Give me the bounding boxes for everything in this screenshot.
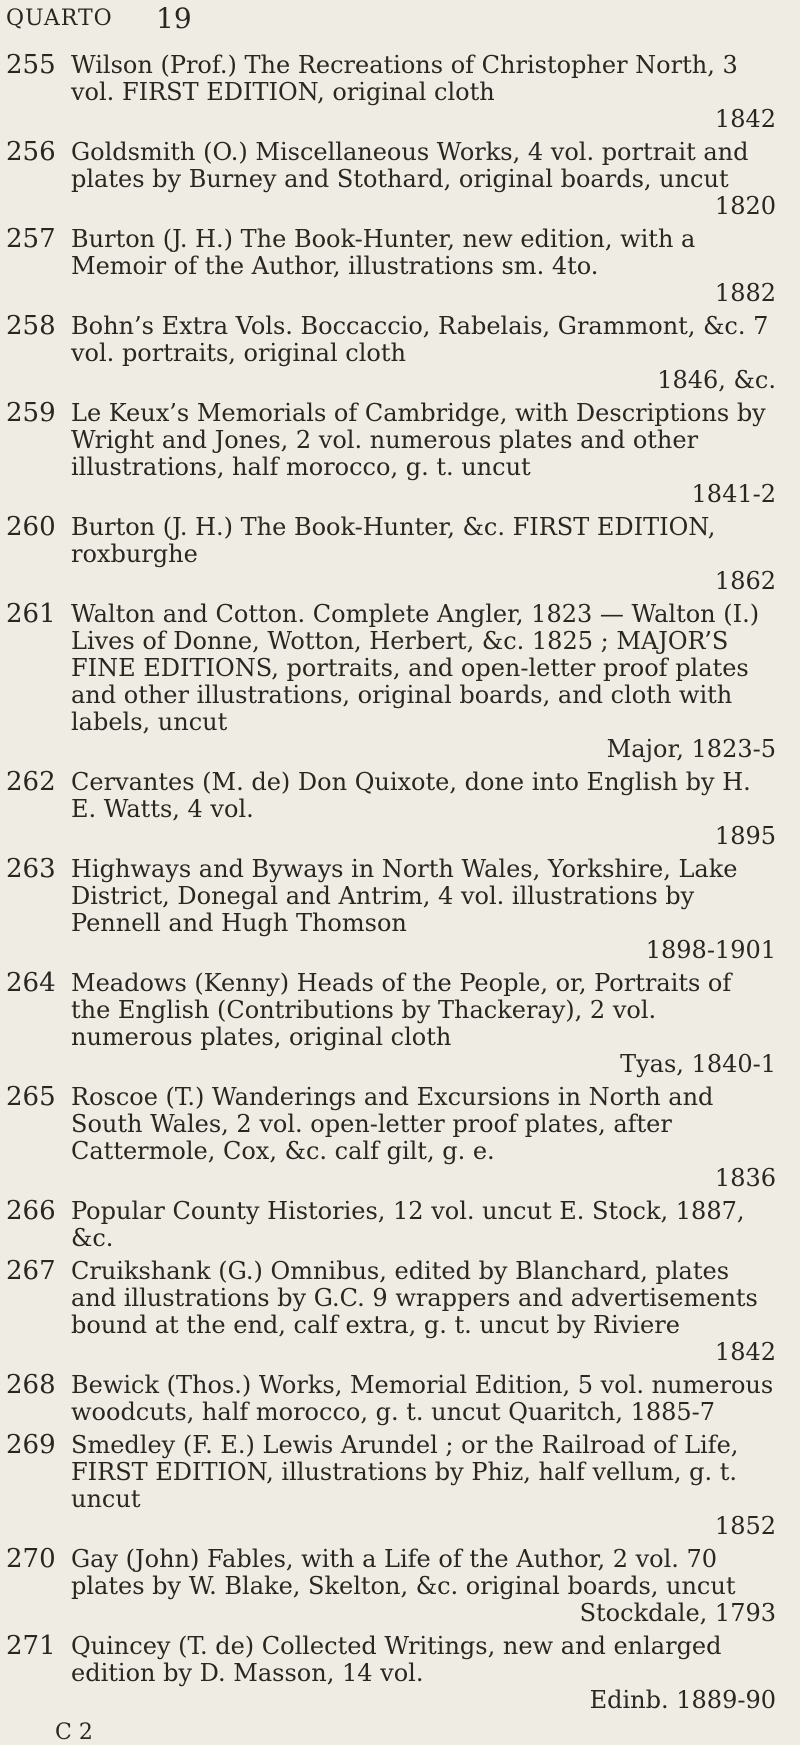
lot-description: [71, 1546, 800, 1627]
lot-number: 268: [6, 1370, 56, 1400]
lot-description: [71, 514, 800, 595]
lot-text: Walton and Cotton. Complete Angler, 1823 — Walton (I.) Lives of Donne, Wotton, Herbert, &c. 1825 ; MAJOR’S FINE EDITIONS, portraits, and open-letter proof plates and other illustrations, original boards, and cloth with labels, uncut: [71, 600, 760, 736]
lot-date: Tyas, 1840-1: [620, 1050, 776, 1078]
catalogue-entry: [0, 52, 800, 133]
lot-date: 1842: [714, 1338, 776, 1366]
lot-description: [71, 1258, 800, 1366]
lot-number: 257: [6, 224, 56, 254]
lot-number: 262: [6, 767, 56, 797]
lot-description: [71, 52, 800, 133]
lot-description: [71, 601, 800, 763]
catalogue-entry: [0, 226, 800, 307]
lot-date: 1882: [714, 279, 776, 307]
lot-text: Burton (J. H.) The Book-Hunter, &c. FIRST EDITION, roxburghe: [71, 513, 716, 568]
lot-number: 267: [6, 1256, 56, 1286]
lot-description: [71, 769, 800, 850]
lot-number: 264: [6, 968, 56, 998]
catalogue-entry: [0, 514, 800, 595]
page-header: [6, 2, 770, 46]
lot-number: 256: [6, 137, 56, 167]
lot-number: 255: [6, 50, 56, 80]
lot-description: [71, 1633, 800, 1714]
catalogue-entry: [0, 139, 800, 220]
page-number: 19: [156, 2, 192, 35]
lot-description: [71, 856, 800, 964]
lot-text: Meadows (Kenny) Heads of the People, or, Portraits of the English (Contributions by Thackeray), 2 vol. numerous plates, original cloth: [71, 969, 732, 1051]
catalogue-entry: [0, 856, 800, 964]
lot-text: Popular County Histories, 12 vol. uncut E. Stock, 1887, &c.: [71, 1197, 745, 1252]
lot-date: Edinb. 1889-90: [589, 1686, 776, 1714]
lot-number: 259: [6, 398, 56, 428]
lot-text: Goldsmith (O.) Miscellaneous Works, 4 vol. portrait and plates by Burney and Stothard, original boards, uncut: [71, 138, 749, 193]
lot-text: Le Keux’s Memorials of Cambridge, with Descriptions by Wright and Jones, 2 vol. numerous plates and other illustrations, half morocco, g. t. uncut: [71, 399, 766, 481]
catalogue-entry: [0, 970, 800, 1078]
lot-number: 260: [6, 512, 56, 542]
catalogue-entries: [0, 52, 800, 1745]
catalogue-entry: [0, 601, 800, 763]
lot-date: Major, 1823-5: [606, 735, 776, 763]
lot-date: Stockdale, 1793: [579, 1599, 776, 1627]
catalogue-entry: [0, 1198, 800, 1252]
catalogue-entry: [0, 1372, 800, 1426]
lot-description: [71, 313, 800, 394]
lot-description: [71, 1084, 800, 1192]
signature-mark: C 2: [55, 1720, 93, 1745]
lot-date: 1820: [714, 192, 776, 220]
lot-date: 1842: [714, 105, 776, 133]
lot-description: [71, 970, 800, 1078]
catalogue-entry: [0, 1633, 800, 1714]
lot-number: 266: [6, 1196, 56, 1226]
lot-date: 1846, &c.: [657, 366, 776, 394]
lot-text: Cruikshank (G.) Omnibus, edited by Blanchard, plates and illustrations by G.C. 9 wrappers and advertisements bound at the end, calf extra, g. t. uncut by Riviere: [71, 1257, 758, 1339]
catalogue-entry: [0, 313, 800, 394]
lot-text: Wilson (Prof.) The Recreations of Christopher North, 3 vol. FIRST EDITION, original cloth: [71, 51, 738, 106]
lot-date: 1895: [714, 822, 776, 850]
lot-text: Gay (John) Fables, with a Life of the Author, 2 vol. 70 plates by W. Blake, Skelton, &c. original boards, uncut: [71, 1545, 736, 1600]
catalogue-entry: [0, 1084, 800, 1192]
lot-description: [71, 1432, 800, 1540]
lot-description: [71, 400, 800, 508]
lot-text: Bewick (Thos.) Works, Memorial Edition, 5 vol. numerous woodcuts, half morocco, g. t. uncut Quaritch, 1885-7: [71, 1371, 774, 1426]
lot-number: 269: [6, 1430, 56, 1460]
lot-text: Highways and Byways in North Wales, Yorkshire, Lake District, Donegal and Antrim, 4 vol. illustrations by Pennell and Hugh Thomson: [71, 855, 738, 937]
lot-date: 1898-1901: [645, 936, 776, 964]
lot-number: 270: [6, 1544, 56, 1574]
lot-date: 1852: [714, 1512, 776, 1540]
lot-number: 265: [6, 1082, 56, 1112]
lot-text: Quincey (T. de) Collected Writings, new and enlarged edition by D. Masson, 14 vol.: [71, 1632, 722, 1687]
lot-number: 261: [6, 599, 56, 629]
lot-text: Cervantes (M. de) Don Quixote, done into English by H. E. Watts, 4 vol.: [71, 768, 751, 823]
lot-date: 1862: [714, 567, 776, 595]
lot-text: Burton (J. H.) The Book-Hunter, new edition, with a Memoir of the Author, illustrations sm. 4to.: [71, 225, 696, 280]
catalogue-entry: [0, 1432, 800, 1540]
lot-text: Roscoe (T.) Wanderings and Excursions in North and South Wales, 2 vol. open-letter proof plates, after Cattermole, Cox, &c. calf gilt, g. e.: [71, 1083, 714, 1165]
lot-description: [71, 1198, 800, 1252]
catalogue-entry: [0, 1258, 800, 1366]
lot-description: [71, 1372, 800, 1426]
lot-description: [71, 139, 800, 220]
section-title: QUARTO: [6, 6, 113, 31]
lot-date: 1841-2: [691, 480, 776, 508]
catalogue-entry: [0, 400, 800, 508]
lot-number: 271: [6, 1631, 56, 1661]
lot-text: Smedley (F. E.) Lewis Arundel ; or the Railroad of Life, FIRST EDITION, illustrations by Phiz, half vellum, g. t. uncut: [71, 1431, 739, 1513]
lot-description: [71, 226, 800, 307]
lot-text: Bohn’s Extra Vols. Boccaccio, Rabelais, Grammont, &c. 7 vol. portraits, original cloth: [71, 312, 769, 367]
lot-date: 1836: [714, 1164, 776, 1192]
catalogue-entry: [0, 769, 800, 850]
catalogue-entry: [0, 1546, 800, 1627]
lot-number: 258: [6, 311, 56, 341]
lot-number: 263: [6, 854, 56, 884]
